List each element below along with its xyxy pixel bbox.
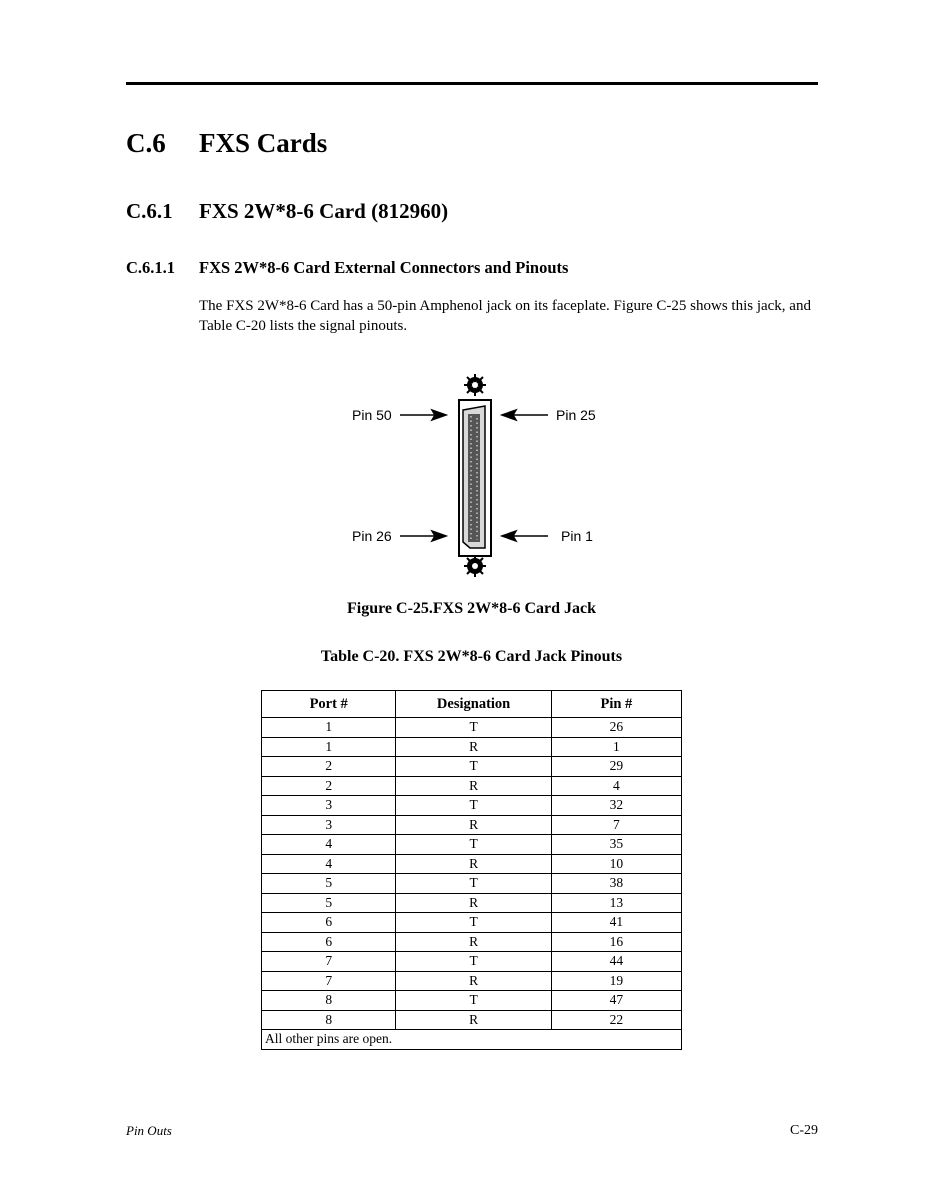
cell-designation: T [396, 757, 551, 777]
cell-port: 3 [262, 796, 396, 816]
footer-page-number: C-29 [790, 1123, 818, 1138]
cell-pin: 41 [551, 913, 681, 933]
table-caption: Table C-20. FXS 2W*8-6 Card Jack Pinouts [320, 648, 623, 665]
cell-pin: 32 [551, 796, 681, 816]
label-pin-50: Pin 50 [352, 407, 392, 423]
cell-port: 3 [262, 815, 396, 835]
label-pin-25: Pin 25 [556, 407, 596, 423]
figure-caption: Figure C-25.FXS 2W*8-6 Card Jack [346, 600, 597, 617]
table-row [262, 737, 682, 757]
table-row [262, 757, 682, 777]
header-pin: Pin # [551, 691, 681, 718]
label-pin-26: Pin 26 [352, 528, 392, 544]
cell-pin: 26 [551, 718, 681, 738]
header-rule [126, 82, 818, 85]
cell-port: 4 [262, 835, 396, 855]
cell-designation: T [396, 913, 551, 933]
table-row [262, 874, 682, 894]
cell-port: 1 [262, 718, 396, 738]
cell-port: 2 [262, 757, 396, 777]
subsubsection-title: FXS 2W*8-6 Card External Connectors and Pinouts [199, 258, 569, 277]
section-title: FXS Cards [199, 128, 328, 158]
cell-port: 8 [262, 1010, 396, 1030]
cell-pin: 10 [551, 854, 681, 874]
subsection-number: C.6.1 [126, 199, 173, 223]
table-row [262, 854, 682, 874]
cell-port: 2 [262, 776, 396, 796]
bottom-screw-icon [464, 555, 486, 577]
connector-figure [340, 372, 620, 582]
subsection-title: FXS 2W*8-6 Card (812960) [199, 199, 449, 223]
table-row [262, 835, 682, 855]
subsubsection-heading [126, 258, 568, 278]
cell-pin: 47 [551, 991, 681, 1011]
table-row [262, 718, 682, 738]
table-row [262, 776, 682, 796]
cell-designation: T [396, 991, 551, 1011]
body-paragraph: The FXS 2W*8-6 Card has a 50-pin Amphenol jack on its faceplate. Figure C-25 shows this jack, and Table C-20 lists the signal pinouts. [199, 298, 811, 334]
cell-designation: T [396, 835, 551, 855]
table-note: All other pins are open. [262, 1030, 682, 1050]
cell-pin: 29 [551, 757, 681, 777]
table-row [262, 952, 682, 972]
cell-pin: 38 [551, 874, 681, 894]
table-row [262, 1010, 682, 1030]
label-pin-1: Pin 1 [561, 528, 593, 544]
cell-designation: T [396, 952, 551, 972]
footer-chapter: Pin Outs [126, 1123, 172, 1138]
cell-designation: T [396, 874, 551, 894]
cell-port: 7 [262, 952, 396, 972]
table-body [262, 718, 682, 1030]
cell-port: 1 [262, 737, 396, 757]
cell-port: 6 [262, 932, 396, 952]
top-screw-icon [464, 374, 486, 396]
cell-pin: 35 [551, 835, 681, 855]
cell-pin: 13 [551, 893, 681, 913]
header-designation: Designation [396, 691, 551, 718]
table-header-row [262, 691, 682, 718]
table-row [262, 913, 682, 933]
table-row [262, 815, 682, 835]
cell-designation: T [396, 718, 551, 738]
cell-pin: 44 [551, 952, 681, 972]
cell-port: 8 [262, 991, 396, 1011]
cell-pin: 16 [551, 932, 681, 952]
cell-designation: R [396, 854, 551, 874]
cell-port: 4 [262, 854, 396, 874]
cell-pin: 1 [551, 737, 681, 757]
cell-port: 5 [262, 874, 396, 894]
table-row [262, 932, 682, 952]
pinout-table [261, 690, 682, 1050]
cell-pin: 22 [551, 1010, 681, 1030]
section-number: C.6 [126, 128, 166, 158]
cell-designation: R [396, 893, 551, 913]
cell-pin: 4 [551, 776, 681, 796]
table-row [262, 893, 682, 913]
table-row [262, 971, 682, 991]
amphenol-connector [459, 400, 491, 556]
cell-pin: 7 [551, 815, 681, 835]
section-heading [126, 128, 327, 159]
cell-designation: R [396, 971, 551, 991]
subsection-heading [126, 199, 448, 224]
table-note-row [262, 1030, 682, 1050]
cell-designation: T [396, 796, 551, 816]
subsubsection-number: C.6.1.1 [126, 258, 176, 277]
cell-designation: R [396, 815, 551, 835]
cell-designation: R [396, 1010, 551, 1030]
cell-pin: 19 [551, 971, 681, 991]
cell-port: 6 [262, 913, 396, 933]
cell-designation: R [396, 932, 551, 952]
header-port: Port # [262, 691, 396, 718]
cell-port: 5 [262, 893, 396, 913]
cell-port: 7 [262, 971, 396, 991]
cell-designation: R [396, 776, 551, 796]
table-row [262, 796, 682, 816]
table-row [262, 991, 682, 1011]
cell-designation: R [396, 737, 551, 757]
